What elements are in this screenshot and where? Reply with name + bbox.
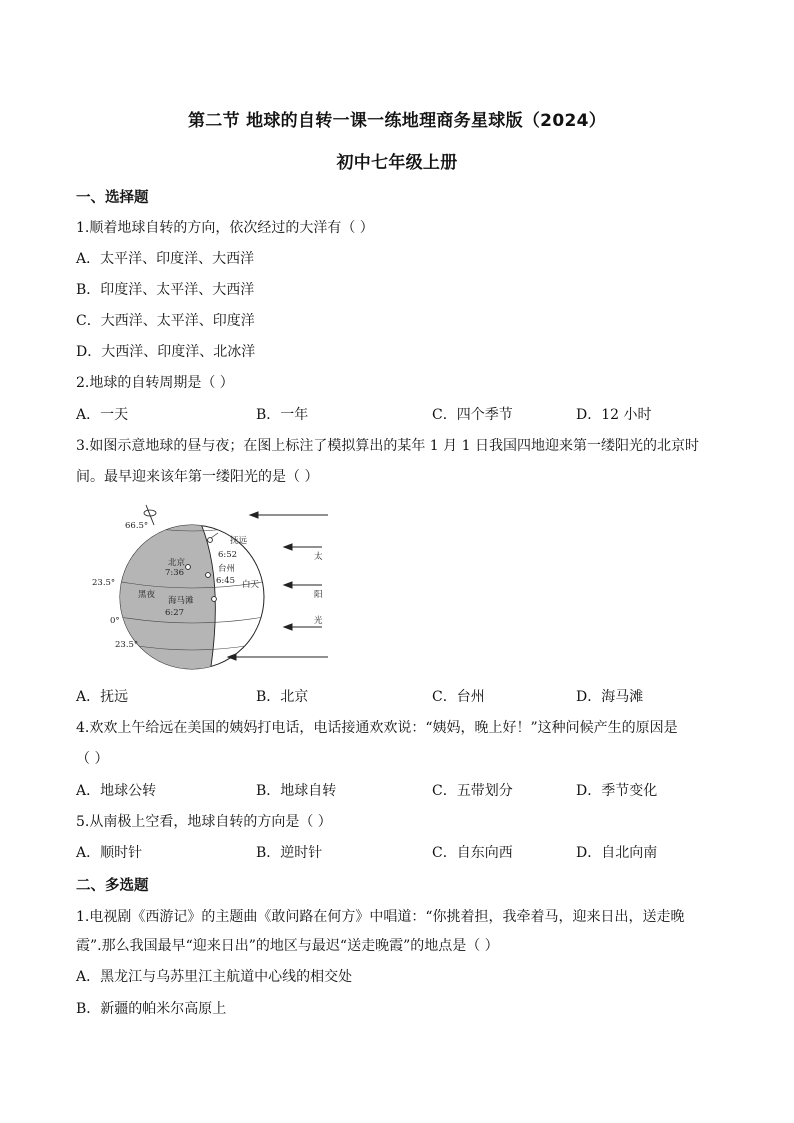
label-lat-66-5: 66.5° — [125, 521, 149, 531]
question-2-option-d: D．12 小时 — [576, 407, 652, 423]
multi-question-1-option-a: A．黑龙江与乌苏里江主航道中心线的相交处 — [76, 969, 353, 985]
label-lat-23-5n: 23.5° — [92, 578, 116, 588]
label-lat-0: 0° — [110, 616, 120, 626]
question-3-option-d: D．海马滩 — [576, 689, 644, 705]
question-2-option-a: A．一天 — [76, 407, 129, 423]
question-4-option-d: D．季节变化 — [576, 783, 658, 799]
label-haimatan-time: 6:27 — [165, 608, 185, 618]
question-2-stem: 2.地球的自转周期是（ ） — [76, 375, 234, 391]
haimatan-dot — [212, 597, 217, 602]
question-5-stem: 5.从南极上空看，地球自转的方向是（ ） — [76, 814, 332, 830]
multi-question-1-stem-line-2: 霞”.那么我国最早“迎来日出”的地区与最迟“送走晚霞”的地点是（ ） — [76, 938, 499, 954]
question-1-option-a: A．太平洋、印度洋、大西洋 — [76, 251, 255, 267]
question-1-option-c: C．大西洋、太平洋、印度洋 — [76, 313, 255, 329]
question-2-option-b: B．一年 — [256, 407, 309, 423]
question-3-stem-line-1: 3.如图示意地球的昼与夜；在图上标注了模拟算出的某年 1 月 1 日我国四地迎来第一缕阳光的北京时 — [76, 438, 699, 454]
label-lat-23-5s: 23.5° — [115, 640, 139, 650]
question-3-option-b: B．北京 — [256, 689, 309, 705]
label-beijing-time: 7:36 — [165, 568, 185, 578]
beijing-dot — [186, 565, 191, 570]
question-2-option-c: C．四个季节 — [432, 407, 513, 423]
label-fuyuan-time: 6:52 — [218, 550, 238, 560]
question-1-stem: 1.顺着地球自转的方向，依次经过的大洋有（ ） — [76, 220, 374, 236]
label-taizhou-time: 6:45 — [216, 576, 236, 586]
question-4-option-a: A．地球公转 — [76, 783, 157, 799]
label-night: 黑夜 — [138, 590, 156, 600]
question-4-option-b: B．地球自转 — [256, 783, 337, 799]
section-heading-single-choice: 一、选择题 — [76, 190, 149, 206]
question-5-option-d: D．自北向南 — [576, 845, 658, 861]
earth-day-night-figure — [92, 505, 334, 665]
page-title: 第二节 地球的自转一课一练地理商务星球版（2024） — [187, 111, 607, 131]
section-heading-multi-choice: 二、多选题 — [76, 878, 149, 894]
multi-question-1-option-b: B．新疆的帕米尔高原上 — [76, 1001, 227, 1017]
question-1-option-b: B．印度洋、太平洋、大西洋 — [76, 282, 255, 298]
question-1-option-d: D．大西洋、印度洋、北冰洋 — [76, 344, 256, 360]
label-fuyuan: 抚远 — [230, 536, 248, 546]
question-5-option-c: C．自东向西 — [432, 845, 513, 861]
question-5-option-b: B．逆时针 — [256, 845, 323, 861]
taizhou-dot — [206, 573, 211, 578]
page-subtitle: 初中七年级上册 — [336, 153, 458, 173]
label-beijing: 北京 — [168, 558, 186, 568]
label-day: 白天 — [242, 580, 260, 590]
fuyuan-dot — [208, 538, 213, 543]
label-sun-1: 太 — [314, 552, 323, 562]
label-sun-2: 阳 — [314, 590, 323, 600]
label-haimatan: 海马滩 — [168, 596, 194, 606]
question-4-option-c: C．五带划分 — [432, 783, 513, 799]
question-5-option-a: A．顺时针 — [76, 845, 143, 861]
label-sun-3: 光 — [314, 616, 323, 626]
question-4-stem-line-2: （ ） — [76, 751, 109, 767]
question-3-option-a: A．抚远 — [76, 689, 129, 705]
question-3-option-c: C．台州 — [432, 689, 485, 705]
label-taizhou: 台州 — [218, 564, 236, 574]
question-4-stem-line-1: 4.欢欢上午给远在美国的姨妈打电话，电话接通欢欢说：“姨妈，晚上好！”这种问候产生的原因是 — [76, 720, 678, 736]
question-3-stem-line-2: 间。最早迎来该年第一缕阳光的是（ ） — [76, 469, 319, 485]
multi-question-1-stem-line-1: 1.电视剧《西游记》的主题曲《敢问路在何方》中唱道：“你挑着担，我牵着马，迎来日出，送走晚 — [76, 909, 685, 925]
